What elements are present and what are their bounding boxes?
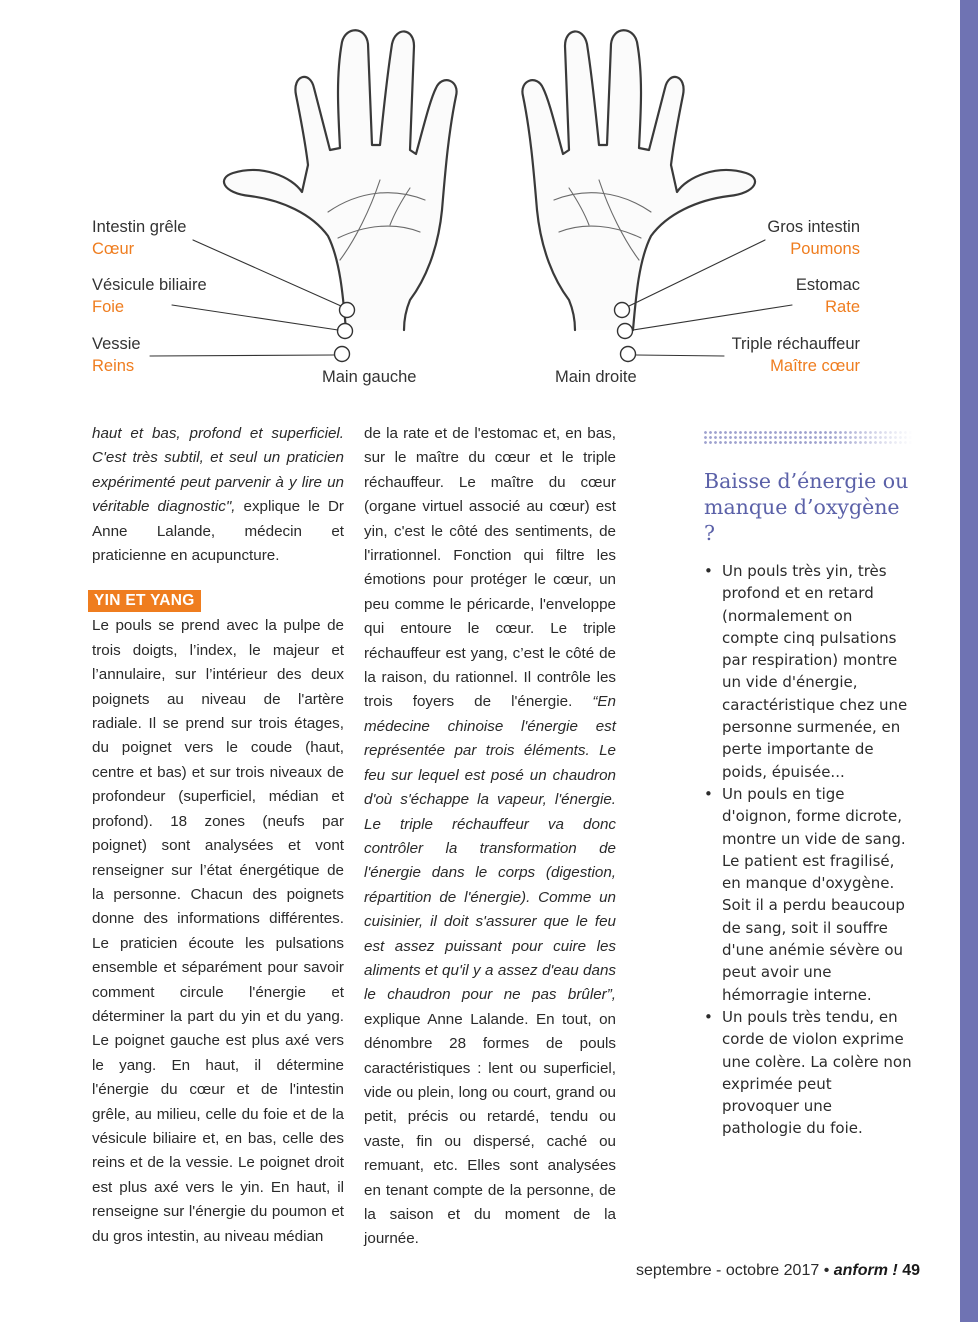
article-column-2: [364, 422, 616, 1252]
right-label-middle: [796, 274, 860, 318]
paragraph: [364, 422, 616, 1252]
leader-line: [193, 240, 341, 306]
sidebar-list: [702, 560, 912, 1140]
organ-name-secondary: Foie: [92, 298, 125, 316]
leader-line: [633, 305, 792, 330]
organ-name: Triple réchauffeur: [731, 335, 860, 353]
right-pulse-marker-1: [615, 303, 630, 318]
paragraph: Le pouls se prend avec la pulpe de trois doigts, l’index, le majeur et l’annulaire, sur l’intérieur des deux poignets au niveau de l'artère radiale. Il se prend sur trois étages, du poignet vers le coude (haut, centre et bas) et sur trois niveaux de profondeur (superficiel, médian et profond). 18 zones (neufs par poignet) sont analysées et vont renseigner sur l’état énergétique de la personne. Chacun des poignets donne des informations différentes. Le praticien écoute les pulsations ensemble et séparément pour savoir comment circule l'énergie et déterminer la part du yin et du yang. Le poignet gauche est plus axé vers le yang. En haut, il détermine l'énergie du cœur et de l'intestin grêle, au milieu, celle du foie et de la vésicule biliaire et, en bas, celle des reins et de la vessie. Le poignet droit est plus axé vers le yin. En haut, il renseigne sur l'énergie du poumon et du gros intestin, au niveau médian: [92, 617, 344, 1245]
left-hand-drawing: [224, 30, 457, 330]
left-label-middle: [92, 274, 207, 318]
organ-name-secondary: Reins: [92, 357, 135, 375]
left-label-top: [92, 216, 186, 260]
left-label-bottom: [92, 333, 141, 377]
dotted-divider: [703, 430, 913, 446]
right-label-bottom: [732, 333, 860, 377]
right-hand-caption: Main droite: [555, 368, 637, 386]
organ-name: Vessie: [92, 335, 141, 353]
leader-line: [150, 355, 334, 356]
organ-name-secondary: Maître cœur: [770, 357, 860, 375]
body-text: explique le Dr Anne Lalande, médecin et praticienne en acupuncture.: [92, 498, 344, 565]
body-text: explique Anne Lalande. En tout, on dénombre 28 formes de pouls caractéristiques : lent ou superficiel, vide ou plein, long ou court, grand ou petit, précis ou retardé, tendu ou vaste, fin ou dispersé, caché ou remuant, etc. Elles sont analysées en tenant compte de la personne, de la saison et du moment de la journée.: [364, 1010, 616, 1248]
right-label-top: [767, 216, 860, 260]
article-column-1: [92, 422, 344, 1249]
page-footer: [636, 1262, 920, 1280]
leader-line: [636, 355, 724, 356]
quote-text: haut et bas, profond et superficiel. C'est très subtil, et seul un praticien expérimenté peut parvenir à y lire un véritable diagnostic",: [92, 425, 344, 516]
left-hand-caption: Main gauche: [322, 368, 417, 386]
organ-name-secondary: Rate: [825, 298, 860, 316]
organ-name: Gros intestin: [767, 218, 860, 236]
organ-name: Vésicule biliaire: [92, 276, 207, 294]
section-subhead: YIN ET YANG: [88, 590, 201, 612]
organ-name-secondary: Poumons: [790, 240, 860, 258]
leader-line: [629, 240, 765, 306]
list-item: • Un pouls très yin, très profond et en retard (normalement on compte cinq pulsations par respiration) montre un vide d'énergie, caractéristique chez une personne surmenée, en perte importante de poids, épuisée...: [702, 560, 912, 783]
list-item: • Un pouls en tige d'oignon, forme dicrote, montre un vide de sang. Le patient est fragilisé, en manque d'oxygène. Soit il a perdu beaucoup de sang, soit il souffre d'une anémie sévère ou peut avoir une hémorragie interne.: [702, 783, 912, 1006]
organ-name-secondary: Cœur: [92, 240, 135, 258]
left-pulse-marker-2: [338, 324, 353, 339]
sidebar-title: Baisse d’énergie ou manque d’oxygène ?: [704, 469, 909, 545]
body-text: de la rate et de l'estomac et, en bas, sur le maître du cœur et le triple réchauffeur. Le maître du cœur (organe virtuel associé au cœur) est yin, c'est le côté des sentiments, de l'irrationnel. Fonction qui filtre les émotions pour protéger le cœur, un peu comme le péricarde, l'enveloppe qui entoure le cœur. Le triple réchauffeur est yang, c’est le côté de la raison, du rationnel. Il contrôle les trois foyers de l'énergie.: [364, 425, 616, 711]
organ-name: Estomac: [795, 276, 860, 294]
left-pulse-marker-3: [335, 347, 350, 362]
organ-name: Intestin grêle: [92, 218, 187, 236]
left-pulse-marker-1: [340, 303, 355, 318]
footer-separator: •: [823, 1262, 830, 1279]
right-pulse-marker-3: [621, 347, 636, 362]
paragraph: [92, 422, 344, 568]
magazine-name: anform !: [833, 1262, 898, 1279]
right-pulse-marker-2: [618, 324, 633, 339]
issue-date: septembre - octobre 2017: [636, 1262, 820, 1279]
list-item: • Un pouls très tendu, en corde de violon exprime une colère. La colère non exprimée peut provoquer une pathologie du foie.: [702, 1006, 912, 1140]
page-number: 49: [902, 1262, 920, 1279]
quote-text: “En médecine chinoise l'énergie est représentée par trois éléments. Le feu sur lequel est posé un chaudron d'où s'échappe la vapeur, l'énergie. Le triple réchauffeur va donc contrôler la transformation de l'énergie dans le corps (digestion, répartition de l'énergie). Comme un cuisinier, il doit s'assurer que le feu est assez puissant pour cuire les aliments et qu'il y a assez d'eau dans le chaudron pour ne pas brûler”,: [364, 693, 616, 1004]
right-hand-drawing: [522, 30, 755, 330]
